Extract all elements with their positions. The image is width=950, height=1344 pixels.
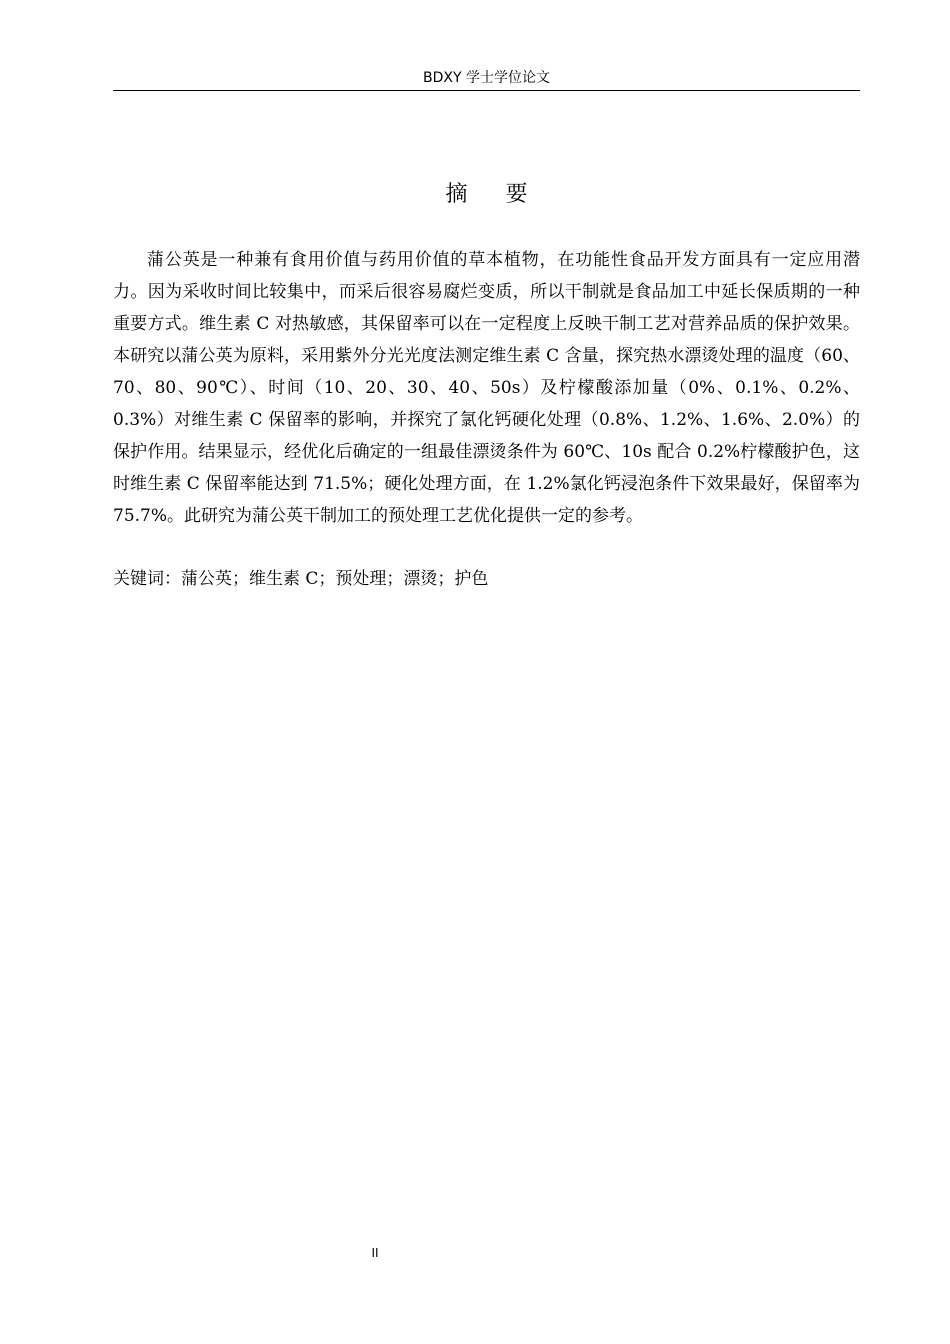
abstract-title: 摘要 bbox=[445, 182, 566, 207]
page-number: II bbox=[371, 1246, 379, 1260]
running-header: BDXY 学士学位论文 bbox=[423, 70, 550, 86]
keywords-label: 关键词： bbox=[113, 569, 181, 589]
abstract-body: 蒲公英是一种兼有食用价值与药用价值的草本植物，在功能性食品开发方面具有一定应用潜力。因为采收时间比较集中，而采后很容易腐烂变质，所以干制就是食品加工中延长保质期的一种重要方式。维生素 C 对热敏感，其保留率可以在一定程度上反映干制工艺对营养品质的保护效果。本研究以蒲公英为原料，采用紫外分光光度法测定维生素 C 含量，探究热水漂烫处理的温度（60、70、80、90℃）、时间（10、20、30、40、50s）及柠檬酸添加量（0%、0.1%、0.2%、0.3%）对维生素 C 保留率的影响，并探究了氯化钙硬化处理（0.8%、1.2%、1.6%、2.0%）的保护作用。结果显示，经优化后确定的一组最佳漂烫条件为 60℃、10s 配合 0.2%柠檬酸护色，这时维生素 C 保留率能达到 71.5%；硬化处理方面，在 1.2%氯化钙浸泡条件下效果最好，保留率为 75.7%。此研究为蒲公英干制加工的预处理工艺优化提供一定的参考。 bbox=[113, 250, 860, 526]
header-rule bbox=[113, 90, 860, 91]
keywords-list: 蒲公英；维生素 C；预处理；漂烫；护色 bbox=[181, 569, 489, 589]
keywords-line bbox=[113, 563, 860, 595]
